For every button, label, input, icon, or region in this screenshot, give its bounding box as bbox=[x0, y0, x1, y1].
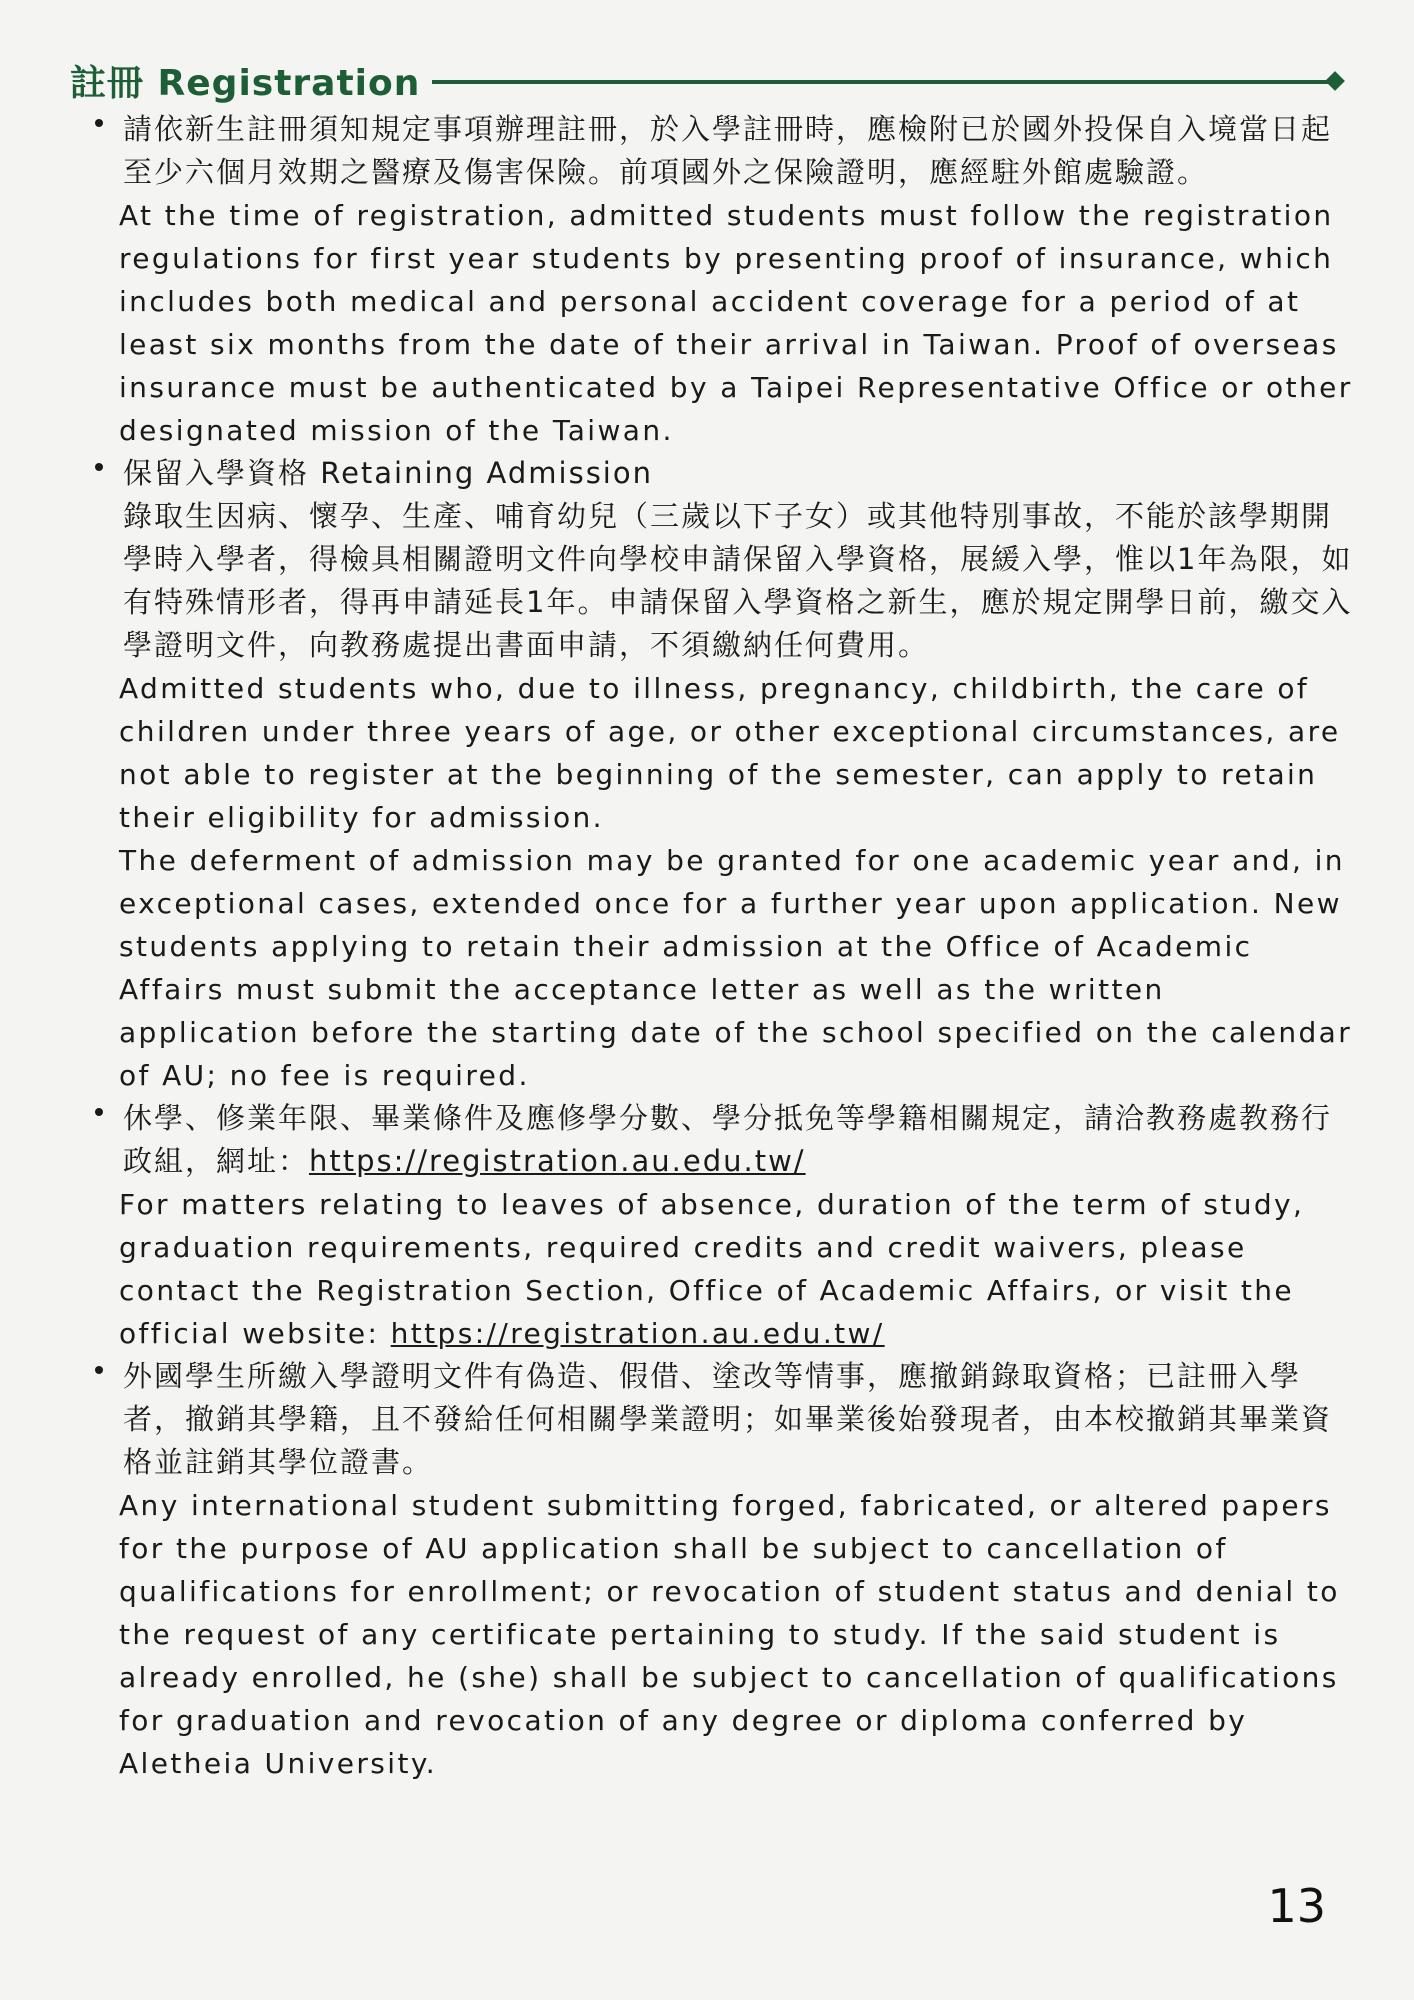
main-content bbox=[95, 108, 1355, 1785]
header-rule bbox=[432, 80, 1330, 84]
registration-list bbox=[95, 108, 1355, 1785]
list-item-insurance bbox=[95, 108, 1355, 452]
retaining-admission-text-en-2: The deferment of admission may be granted for one academic year and, in exceptional cases, extended once for a further year upon application. New students applying to retain their admission at the Office of Academic Affairs must submit the acceptance letter as well as the written application before the starting date of the school specified on the calendar of AU; no fee is required. bbox=[119, 844, 1353, 1092]
academic-regulations-text-zh bbox=[123, 1097, 1355, 1183]
academic-regulations-en-body: For matters relating to leaves of absence, duration of the term of study, graduation requirements, required credits and credit waivers, please contact the Registration Section, Office of Academic Affairs, or visit the official website: bbox=[119, 1188, 1305, 1350]
forgery-policy-text-zh: 外國學生所繳入學證明文件有偽造、假借、塗改等情事，應撤銷錄取資格；已註冊入學者，撤銷其學籍，且不發給任何相關學業證明；如畢業後始發現者，由本校撤銷其畢業資格並註銷其學位證書。 bbox=[123, 1359, 1333, 1479]
insurance-text-en: At the time of registration, admitted students must follow the registration regulations for first year students by presenting proof of insurance, which includes both medical and personal accident coverage for a period of at least six months from the date of their arrival in Taiwan. Proof of overseas insurance must be authenticated by a Taipei Representative Office or other designated mission of the Taiwan. bbox=[119, 199, 1353, 447]
bullet-icon bbox=[95, 463, 103, 471]
diamond-icon bbox=[1325, 71, 1345, 91]
bullet-icon bbox=[95, 1366, 103, 1374]
bullet-icon bbox=[95, 1108, 103, 1116]
bullet-icon bbox=[95, 119, 103, 127]
forgery-policy-text-en: Any international student submitting forged, fabricated, or altered papers for the purpose of AU application shall be subject to cancellation of qualifications for enrollment; or revocation of student status and denial to the request of any certificate pertaining to study. If the said student is already enrolled, he (she) shall be subject to cancellation of qualifications for graduation and revocation of any degree or diploma conferred by Aletheia University. bbox=[119, 1489, 1340, 1780]
registration-website-link-zh[interactable]: https://registration.au.edu.tw/ bbox=[309, 1144, 806, 1178]
list-item-academic-regulations bbox=[95, 1097, 1355, 1355]
academic-regulations-zh-body: 休學、修業年限、畢業條件及應修學分數、學分抵免等學籍相關規定，請洽教務處教務行政組，網址： bbox=[123, 1101, 1333, 1178]
list-item-retaining-admission bbox=[95, 452, 1355, 1097]
section-header bbox=[70, 60, 1350, 108]
page-number: 13 bbox=[1267, 1879, 1326, 1933]
academic-regulations-text-en bbox=[119, 1183, 1355, 1355]
section-title: 註冊 Registration bbox=[70, 63, 421, 104]
registration-website-link-en[interactable]: https://registration.au.edu.tw/ bbox=[390, 1317, 885, 1350]
retaining-admission-text-zh: 錄取生因病、懷孕、生產、哺育幼兒（三歲以下子女）或其他特別事故，不能於該學期開學時入學者，得檢具相關證明文件向學校申請保留入學資格，展緩入學，惟以1年為限，如有特殊情形者，得再申請延長1年。申請保留入學資格之新生，應於規定開學日前，繳交入學證明文件，向教務處提出書面申請，不須繳納任何費用。 bbox=[123, 499, 1353, 662]
insurance-text-zh: 請依新生註冊須知規定事項辦理註冊，於入學註冊時，應檢附已於國外投保自入境當日起至少六個月效期之醫療及傷害保險。前項國外之保險證明，應經駐外館處驗證。 bbox=[123, 112, 1333, 189]
retaining-admission-heading: 保留入學資格 Retaining Admission bbox=[123, 456, 653, 490]
list-item-forgery-policy bbox=[95, 1355, 1355, 1785]
retaining-admission-text-en-1: Admitted students who, due to illness, pregnancy, childbirth, the care of children under three years of age, or other exceptional circumstances, are not able to register at the beginning of the semester, can apply to retain their eligibility for admission. bbox=[119, 672, 1341, 834]
